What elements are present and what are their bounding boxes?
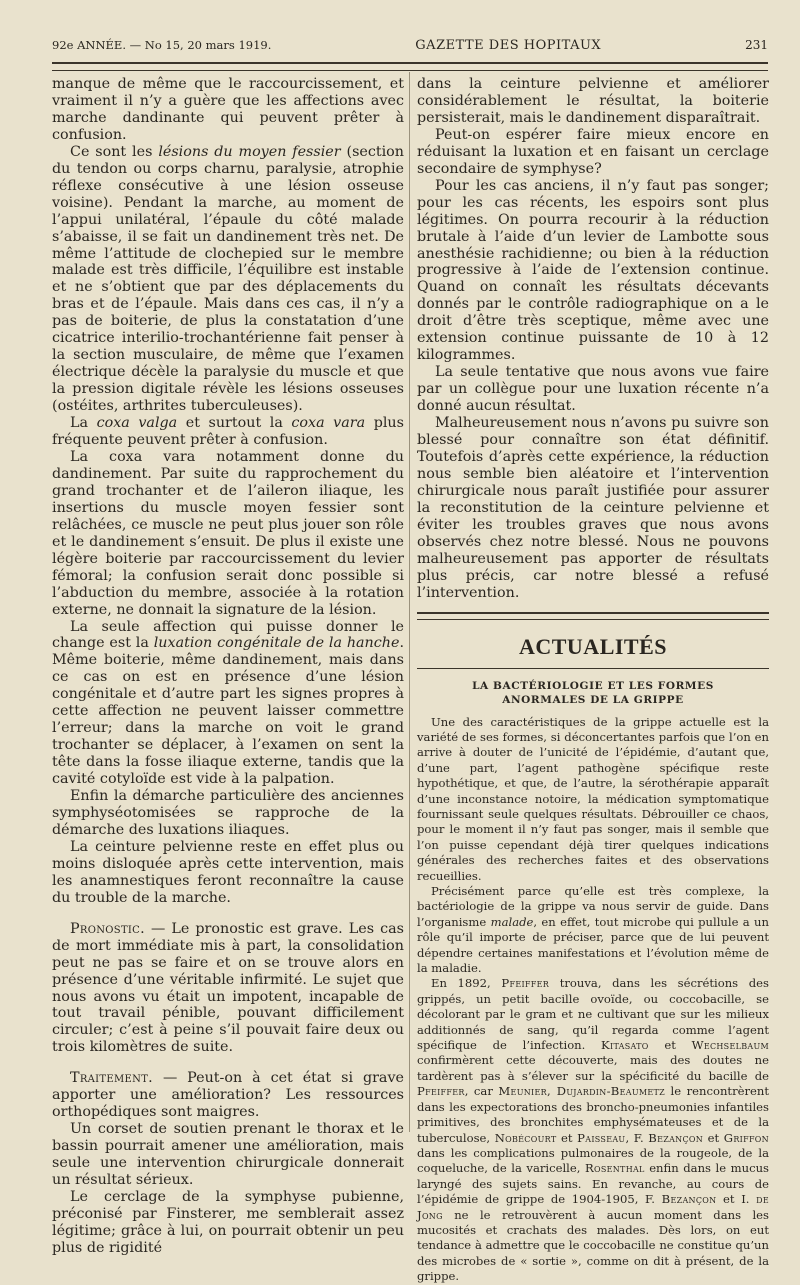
header-rule (52, 62, 768, 71)
paragraph: Pour les cas anciens, il n’y faut pas songer; pour les cas récents, les espoirs sont plus légitimes. On pourra recourir à la réduction brutale à l’aide d’un levier de Lambotte sous anesthésie rachidienne; ou bien à la réduction progressive à l’aide de l’extension continue. Quand on connaît les résultats décevants donnés par le contrôle radiographique on a le droit d’être très sceptique, même avec une extension continue puissante de 10 à 12 kilogrammes. (417, 177, 769, 364)
section-title: ACTUALITÉS (518, 633, 668, 659)
page-number: 231 (745, 38, 768, 52)
paragraph: Ce sont les lésions du moyen fessier (section du tendon ou corps charnu, paralysie, atrophie réflexe consécutive à une lésion osseuse voisine). Pendant la marche, au moment de l’appui unilatéral, l’épaule du côté malade s’abaisse, il se fait un dandinement très net. De même l’attitude de clochepied sur le membre malade est très difficile, l’équilibre est instable et ne s’obtient que par des déplacements du bras et de l’épaule. Mais dans ces cas, il n’y a pas de boiterie, de plus la constatation d’une cicatrice interilio-trochantérienne fait penser à la section musculaire, de même que l’examen électrique décèle la paralysie du muscle et que la pression digitale révèle les lésions osseuses (ostéites, arthrites tuberculeuses). (52, 143, 405, 415)
traitement-section: Traitement. — Peut-on à cet état si grave apporter une amélioration? Les ressources orthopédiques sont maigres. (52, 1070, 404, 1121)
issue-info: 92e ANNÉE. — No 15, 20 mars 1919. (52, 38, 272, 52)
right-column (417, 76, 769, 1285)
left-column (52, 76, 404, 1257)
article-body (417, 715, 769, 1285)
pronostic-section: Pronostic. — Le pronostic est grave. Les cas de mort immédiate mis à part, la consolidation peut ne pas se faire et on se trouve alors en présence d’une véritable infirmité. Le sujet que nous avons vu était un impotent, incapable de tout travail pénible, pouvant difficilement circuler; c’est à peine s’il pouvait faire deux ou trois kilomètres de suite. (52, 920, 404, 1056)
page-header (52, 38, 768, 58)
paragraph: La seule tentative que nous avons vue faire par un collègue pour une luxation récente n’a donné aucun résultat. (417, 364, 769, 415)
paragraph: La ceinture pelvienne reste en effet plus ou moins disloquée après cette intervention, mais les anamnestiques feront reconnaître la cause du trouble de la marche. (52, 838, 404, 906)
journal-title: GAZETTE DES HOPITAUX (415, 38, 602, 53)
paragraph: dans la ceinture pelvienne et améliorer considérablement le résultat, la boiterie persisterait, mais le dandinement disparaîtrait. (417, 76, 769, 126)
paragraph: manque de même que le raccourcissement, et vraiment il n’y a guère que les affections avec marche dandinante qui peuvent prêter à confusion. (52, 76, 404, 143)
section-label: Pronostic. (70, 920, 145, 937)
paragraph: Enfin la démarche particulière des anciennes symphyséotomisées se rapproche de la démarche des luxations iliaques. (52, 788, 404, 838)
section-rule (417, 612, 769, 620)
paragraph: Peut-on espérer faire mieux encore en réduisant la luxation et en faisant un cerclage secondaire de symphyse? (417, 126, 769, 177)
paragraph: La coxa vara notamment donne du dandinement. Par suite du rapprochement du grand trochanter et de l’aileron iliaque, les insertions du muscle moyen fessier sont relâchées, ce muscle ne peut plus jouer son rôle et le dandinement s’ensuit. De plus il existe une légère boiterie par raccourcissement du levier fémoral; la confusion serait donc possible si l’abduction du membre, associée à la rotation externe, ne donnait la signature de la lésion. (52, 448, 404, 618)
paragraph: La seule affection qui puisse donner le change est la luxation congénitale de la hanche. Même boiterie, même dandinement, mais dans ce cas on est en présence d’une lésion congénitale et d’autre part les signes propres à cette affection ne peuvent laisser commettre l’erreur; dans la marche on voit le grand trochanter se déplacer, à l’examen on sent la tête dans la fosse iliaque externe, tandis que la cavité cotyloïde est vide à la palpation. (52, 618, 404, 788)
paragraph: Précisément parce qu’elle est très complexe, la bactériologie de la grippe va nous servir de guide. Dans l’organisme malade, en effet, tout microbe qui pullule a un rôle qu’il importe de préciser, parce que de lui peuvent dépendre certaines manifestations et l’évolution même de la maladie. (417, 884, 769, 976)
paragraph: Malheureusement nous n’avons pu suivre son blessé pour connaître son état définitif. Toutefois d’après cette expérience, la réduction nous semble bien aléatoire et l’intervention chirurgicale nous paraît justifiée pour assurer la reconstitution de la ceinture pelvienne et éviter les troubles graves que nous avons observés chez notre blessé. Nous ne pouvons malheureusement pas apporter de résultats plus précis, car notre blessé a refusé l’intervention. (417, 415, 769, 601)
paragraph: Une des caractéristiques de la grippe actuelle est la variété de ses formes, si déconcertantes parfois que l’on en arrive à douter de l’unicité de l’épidémie, d’autant que, d’une part, l’agent pathogène spécifique reste hypothétique, et que, de l’autre, la sérothérapie apparaît d’une inconstance notoire, la médication symptomatique fournissant seule quelques résultats. Débrouiller ce chaos, pour le moment il n’y faut pas songer, mais il semble que l’on puisse cependant déjà tirer quelques indications générales des recherches faites et des observations recueillies. (417, 714, 769, 883)
paragraph: La coxa valga et surtout la coxa vara plus fréquente peuvent prêter à confusion. (52, 415, 404, 449)
section-label: Traitement. (70, 1070, 154, 1087)
paragraph: En 1892, Pfeiffer trouva, dans les sécrétions des grippés, un petit bacille ovoïde, ou coccobacille, se décolorant par le gram et ne cultivant que sur les milieux additionnés de sang, qu’il regarda comme l’agent spécifique de l’infection. Kitasato et Wechselbaum confirmèrent cette découverte, mais des doutes ne tardèrent pas à s’élever sur la spécificité du bacille de Pfeiffer, car Meunier, Dujardin-Beaumetz le rencontrèrent dans les expectorations des broncho-pneumonies infantiles primitives, des bronchites emphysémateuses et de la tuberculose, Nobécourt et Paisseau, F. Bezançon et Griffon dans les complications pulmonaires de la rougeole, de la coqueluche, de la varicelle, Rosenthal enfin dans le mucus laryngé des sujets sains. En revanche, au cours de l’épidémie de grippe de 1904-1905, F. Bezançon et I. de Jong ne le retrouvèrent à aucun moment dans les mucosités et crachats des malades. Dès lors, on eut tendance à admettre que le coccobacille ne constitue qu’un des microbes de « sortie », comme on dit à présent, de la grippe. (417, 976, 770, 1284)
column-divider (409, 72, 410, 1132)
article-title: LA BACTÉRIOLOGIE ET LES FORMES ANORMALES DE LA GRIPPE (472, 679, 714, 706)
paragraph: Un corset de soutien prenant le thorax et le bassin pourrait amener une amélioration, mais seule une intervention chirurgicale donnerait un résultat sérieux. (52, 1121, 404, 1189)
section-underline (417, 668, 769, 669)
paragraph: Le cerclage de la symphyse pubienne, préconisé par Finsterer, me semblerait assez légitime; grâce à lui, on pourrait obtenir un peu plus de rigidité (52, 1189, 404, 1256)
